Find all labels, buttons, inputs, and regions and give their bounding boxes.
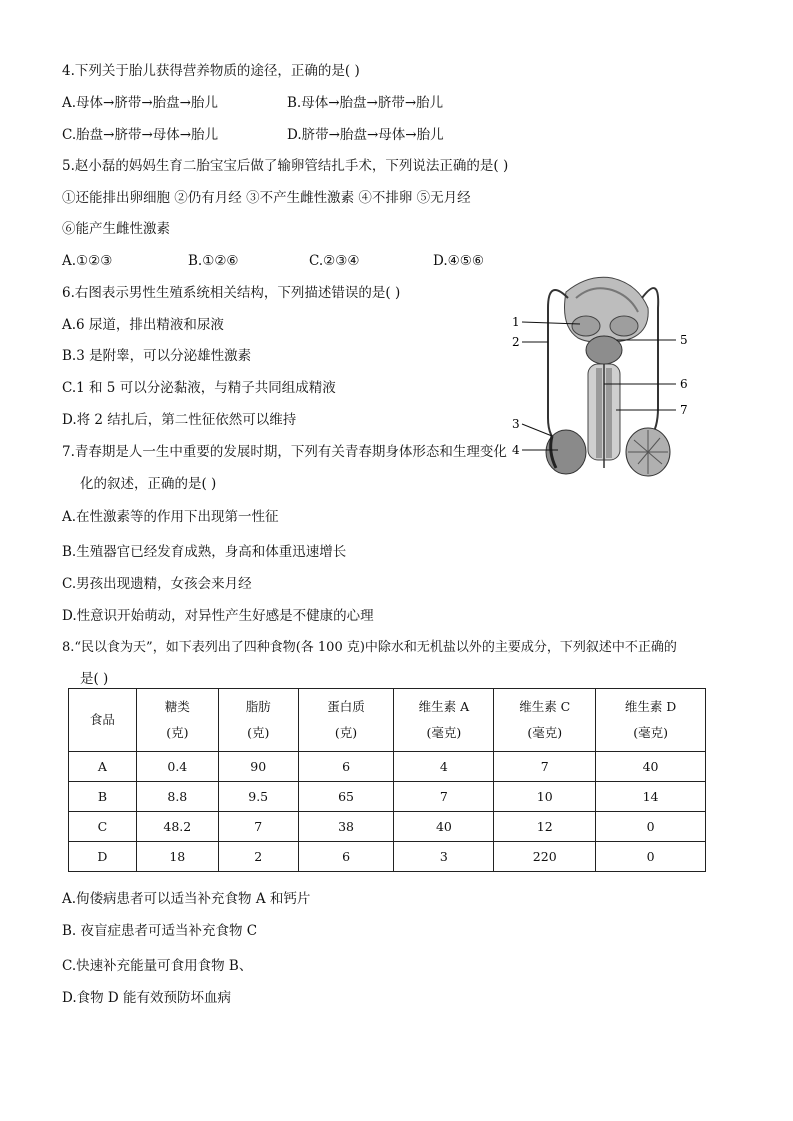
cell: C bbox=[69, 812, 137, 842]
cell: 12 bbox=[494, 812, 596, 842]
q4-option-d: D.脐带→胎盘→母体→胎儿 bbox=[287, 127, 444, 143]
male-reproductive-figure bbox=[508, 268, 704, 482]
header-food: 食品 bbox=[69, 689, 137, 752]
cell: B bbox=[69, 782, 137, 812]
cell: 8.8 bbox=[136, 782, 218, 812]
cell: 7 bbox=[218, 812, 298, 842]
cell: 40 bbox=[394, 812, 494, 842]
header-fat: 脂肪 (克) bbox=[218, 689, 298, 752]
q5-statements-line2: ⑥能产生雌性激素 bbox=[62, 221, 170, 237]
q6-option-b: B.3 是附睾，可以分泌雄性激素 bbox=[62, 348, 252, 364]
cell: 7 bbox=[394, 782, 494, 812]
table-row bbox=[69, 782, 706, 812]
header-vitamin-a: 维生素 A (毫克) bbox=[394, 689, 494, 752]
cell: 14 bbox=[596, 782, 706, 812]
cell: 10 bbox=[494, 782, 596, 812]
cell: A bbox=[69, 752, 137, 782]
cell: 18 bbox=[136, 842, 218, 872]
q6-stem: 6.右图表示男性生殖系统相关结构，下列描述错误的是( ) bbox=[62, 285, 401, 301]
figure-label-5: 5 bbox=[680, 333, 688, 347]
nutrition-table bbox=[68, 688, 706, 872]
cell: 90 bbox=[218, 752, 298, 782]
cell: 65 bbox=[298, 782, 394, 812]
q8-stem-line2: 是( ) bbox=[80, 671, 109, 687]
q4-option-b: B.母体→胎盘→脐带→胎儿 bbox=[287, 95, 444, 111]
figure-label-1: 1 bbox=[512, 315, 520, 329]
header-sugar: 糖类 (克) bbox=[136, 689, 218, 752]
q6-option-d: D.将 2 结扎后，第二性征依然可以维持 bbox=[62, 412, 297, 428]
cell: 0 bbox=[596, 812, 706, 842]
q6-option-c: C.1 和 5 可以分泌黏液，与精子共同组成精液 bbox=[62, 380, 336, 396]
q8-option-a: A.佝偻病患者可以适当补充食物 A 和钙片 bbox=[62, 891, 311, 907]
figure-label-2: 2 bbox=[512, 335, 520, 349]
table-row bbox=[69, 812, 706, 842]
cell: 48.2 bbox=[136, 812, 218, 842]
q6-option-a: A.6 尿道，排出精液和尿液 bbox=[62, 317, 224, 333]
q7-stem-line2: 化的叙述，正确的是( ) bbox=[80, 476, 217, 492]
q5-statements-line1: ①还能排出卵细胞 ②仍有月经 ③不产生雌性激素 ④不排卵 ⑤无月经 bbox=[62, 190, 471, 206]
q5-stem: 5.赵小磊的妈妈生育二胎宝宝后做了输卵管结扎手术，下列说法正确的是( ) bbox=[62, 158, 509, 174]
figure-label-7: 7 bbox=[680, 403, 688, 417]
cell: 3 bbox=[394, 842, 494, 872]
cell: 220 bbox=[494, 842, 596, 872]
cell: 0.4 bbox=[136, 752, 218, 782]
cell: 6 bbox=[298, 842, 394, 872]
q8-option-d: D.食物 D 能有效预防坏血病 bbox=[62, 990, 232, 1006]
q4-option-c: C.胎盘→脐带→母体→胎儿 bbox=[62, 127, 219, 143]
figure-label-6: 6 bbox=[680, 377, 688, 391]
figure-label-4: 4 bbox=[512, 443, 520, 457]
table-row bbox=[69, 752, 706, 782]
cell: 6 bbox=[298, 752, 394, 782]
q7-stem-line1: 7.青春期是人一生中重要的发展时期，下列有关青春期身体形态和生理变化 bbox=[62, 444, 507, 460]
cell: 7 bbox=[494, 752, 596, 782]
q7-option-a: A.在性激素等的作用下出现第一性征 bbox=[62, 509, 279, 525]
q8-stem-line1: 8.“民以食为天”，如下表列出了四种食物(各 100 克)中除水和无机盐以外的主要成分，下列叙述中不正确的 bbox=[62, 640, 677, 655]
cell: 2 bbox=[218, 842, 298, 872]
header-protein: 蛋白质 (克) bbox=[298, 689, 394, 752]
q7-option-c: C.男孩出现遗精，女孩会来月经 bbox=[62, 576, 252, 592]
q7-option-d: D.性意识开始萌动，对异性产生好感是不健康的心理 bbox=[62, 608, 374, 624]
cell: 4 bbox=[394, 752, 494, 782]
q4-stem: 4.下列关于胎儿获得营养物质的途径，正确的是( ) bbox=[62, 63, 360, 79]
q7-option-b: B.生殖器官已经发育成熟，身高和体重迅速增长 bbox=[62, 544, 347, 560]
q8-option-c: C.快速补充能量可食用食物 B、 bbox=[62, 958, 253, 974]
q8-option-b: B. 夜盲症患者可适当补充食物 C bbox=[62, 923, 258, 939]
header-vitamin-d: 维生素 D (毫克) bbox=[596, 689, 706, 752]
q5-option-b: B.①②⑥ bbox=[188, 253, 239, 269]
cell: 0 bbox=[596, 842, 706, 872]
cell: 38 bbox=[298, 812, 394, 842]
table-header-row bbox=[69, 689, 706, 752]
q4-option-a: A.母体→脐带→胎盘→胎儿 bbox=[62, 95, 218, 111]
cell: D bbox=[69, 842, 137, 872]
header-vitamin-c: 维生素 C (毫克) bbox=[494, 689, 596, 752]
q5-option-a: A.①②③ bbox=[62, 253, 113, 269]
q5-option-c: C.②③④ bbox=[309, 253, 360, 269]
q5-option-d: D.④⑤⑥ bbox=[433, 253, 484, 269]
table-row bbox=[69, 842, 706, 872]
figure-label-3: 3 bbox=[512, 417, 520, 431]
cell: 9.5 bbox=[218, 782, 298, 812]
cell: 40 bbox=[596, 752, 706, 782]
